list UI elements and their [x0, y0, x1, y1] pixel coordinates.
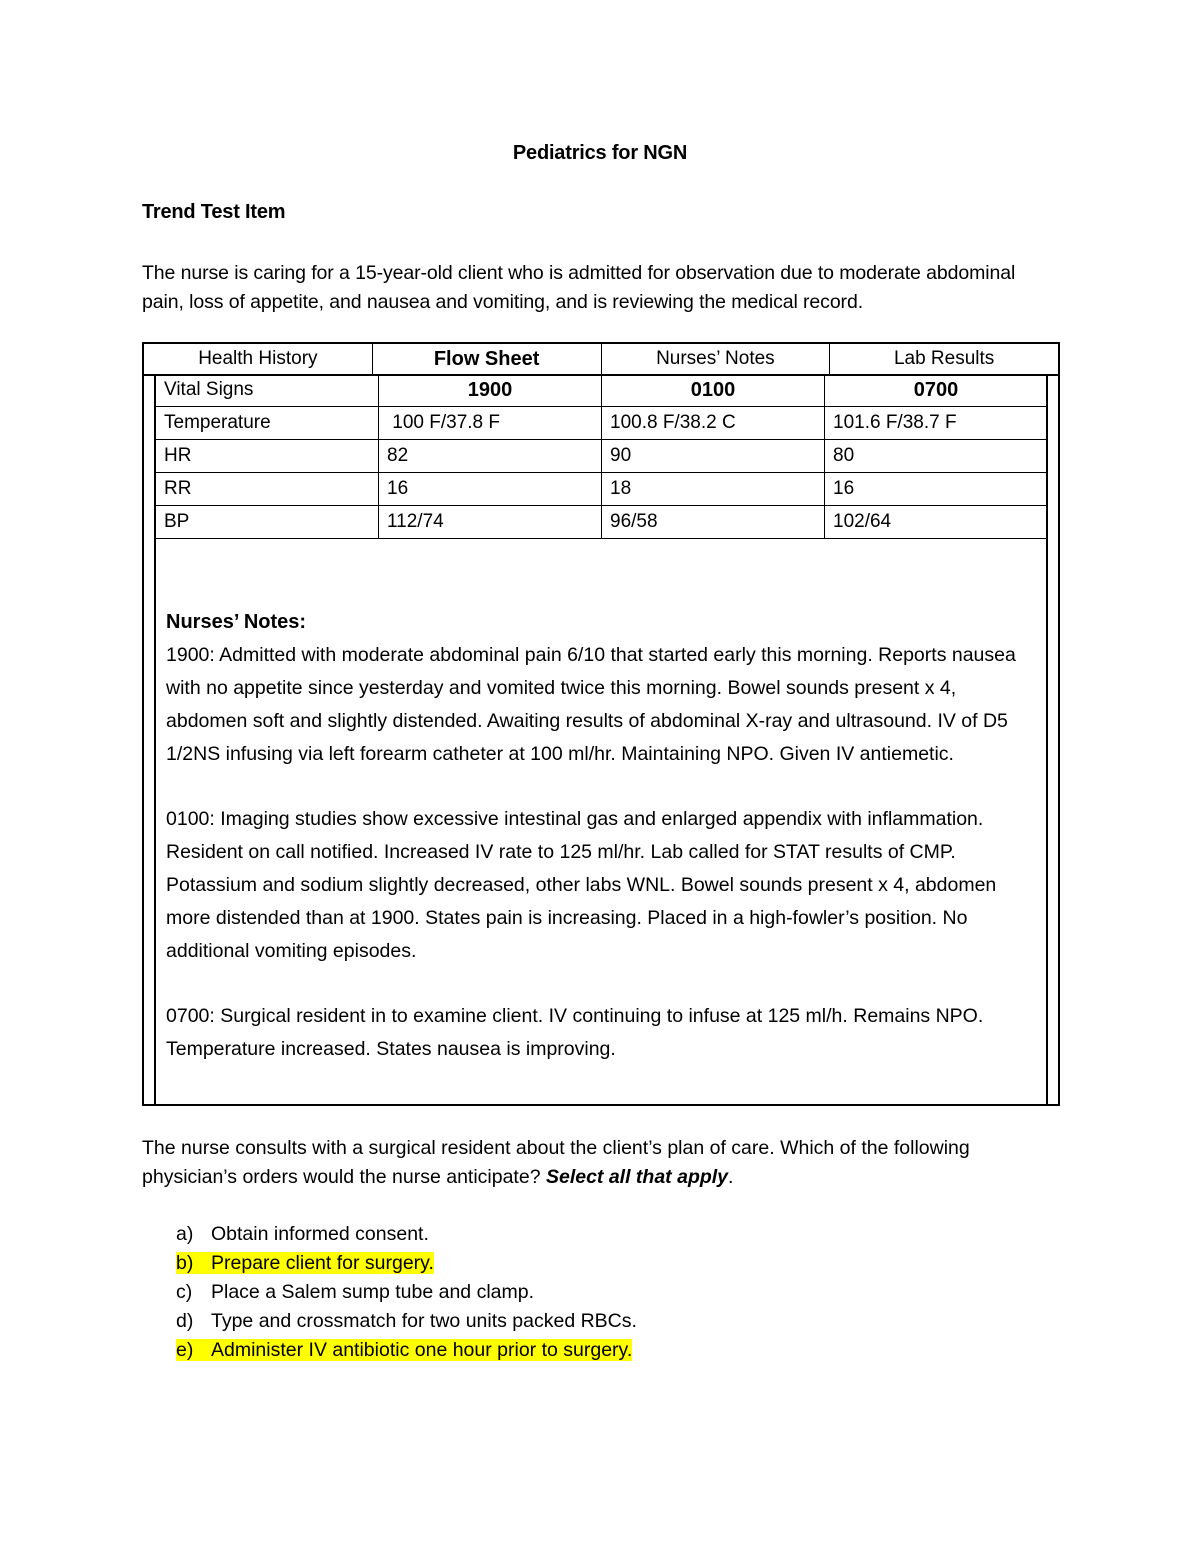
- table-cell: 112/74: [379, 506, 602, 539]
- option-highlight: [176, 1281, 534, 1303]
- option-letter: e): [176, 1339, 194, 1361]
- table-cell: 82: [379, 440, 602, 473]
- document-title: Pediatrics for NGN: [512, 142, 688, 164]
- header-cell-label: Vital Signs: [156, 374, 379, 407]
- nurses-notes: [166, 606, 1042, 1098]
- question-end: .: [728, 1166, 734, 1188]
- table-cell: 100 F/37.8 F: [379, 407, 602, 440]
- table-row: [156, 473, 1048, 506]
- table-cell: 16: [825, 473, 1048, 506]
- table-cell: 90: [602, 440, 825, 473]
- answer-option[interactable]: [176, 1249, 637, 1278]
- option-highlight: [176, 1252, 434, 1274]
- question-stem: [142, 1134, 1062, 1192]
- option-text: Type and crossmatch for two units packed RBCs.: [211, 1310, 637, 1332]
- table-header-row: [156, 374, 1048, 407]
- table-cell: BP: [156, 506, 379, 539]
- tab-health-history[interactable]: Health History: [144, 344, 373, 374]
- section-heading: Trend Test Item: [142, 201, 286, 223]
- answer-option[interactable]: [176, 1307, 637, 1336]
- table-cell: Temperature: [156, 407, 379, 440]
- option-letter: b): [176, 1252, 194, 1274]
- note-entry: 0700: Surgical resident in to examine client. IV continuing to infuse at 125 ml/h. Remains NPO. Temperature increased. States nausea is improving.: [166, 1005, 984, 1060]
- option-text: Obtain informed consent.: [211, 1223, 429, 1245]
- question-emphasis: Select all that apply: [545, 1166, 729, 1188]
- note-entry: 1900: Admitted with moderate abdominal pain 6/10 that started early this morning. Reports nausea with no appetite since yesterday and vomited twice this morning. Bowel sounds present x 4, abdomen soft and slightly distended. Awaiting results of abdominal X-ray and ultrasound. IV of D5 1/2NS infusing via left forearm catheter at 100 ml/hr. Maintaining NPO. Given IV antiemetic.: [166, 644, 1016, 765]
- table-cell: HR: [156, 440, 379, 473]
- option-letter: c): [176, 1281, 193, 1303]
- answer-option[interactable]: [176, 1278, 637, 1307]
- option-highlight: [176, 1339, 632, 1361]
- question-text: The nurse consults with a surgical resident about the client’s plan of care. Which of the following physician’s orders would the nurse anticipate?: [142, 1137, 970, 1188]
- table-cell: RR: [156, 473, 379, 506]
- notes-heading: Nurses’ Notes:: [166, 611, 307, 633]
- option-text: Prepare client for surgery.: [211, 1252, 434, 1274]
- table-row: [156, 440, 1048, 473]
- table-cell: 101.6 F/38.7 F: [825, 407, 1048, 440]
- header-cell-time: 1900: [379, 374, 602, 407]
- table-cell: 102/64: [825, 506, 1048, 539]
- note-entry: 0100: Imaging studies show excessive intestinal gas and enlarged appendix with inflammation. Resident on call notified. Increased IV rate to 125 ml/hr. Lab called for STAT results of CMP. Potassium and sodium slightly decreased, other labs WNL. Bowel sounds present x 4, abdomen more distended than at 1900. States pain is increasing. Placed in a high-fowler’s position. No additional vomiting episodes.: [166, 808, 997, 962]
- table-cell: 100.8 F/38.2 C: [602, 407, 825, 440]
- answer-options: [176, 1220, 637, 1365]
- option-letter: d): [176, 1310, 194, 1332]
- table-row: [156, 506, 1048, 539]
- header-cell-time: 0100: [602, 374, 825, 407]
- table-cell: 18: [602, 473, 825, 506]
- tab-flow-sheet[interactable]: Flow Sheet: [373, 344, 602, 374]
- header-cell-time: 0700: [825, 374, 1048, 407]
- answer-option[interactable]: [176, 1336, 637, 1365]
- record-content: [154, 374, 1048, 1104]
- record-tabs: [144, 344, 1058, 376]
- vital-signs-table: [155, 374, 1048, 539]
- table-cell: 16: [379, 473, 602, 506]
- tab-lab-results[interactable]: Lab Results: [893, 348, 995, 369]
- option-highlight: [176, 1223, 429, 1245]
- option-letter: a): [176, 1223, 194, 1245]
- tab-nurses-notes[interactable]: Nurses’ Notes: [602, 344, 831, 374]
- option-highlight: [176, 1310, 637, 1332]
- answer-option[interactable]: [176, 1220, 637, 1249]
- option-text: Place a Salem sump tube and clamp.: [211, 1281, 535, 1303]
- table-cell: 96/58: [602, 506, 825, 539]
- option-text: Administer IV antibiotic one hour prior to surgery.: [211, 1339, 633, 1361]
- medical-record: [142, 342, 1060, 1106]
- table-row: [156, 407, 1048, 440]
- scenario-intro: The nurse is caring for a 15-year-old client who is admitted for observation due to moderate abdominal pain, loss of appetite, and nausea and vomiting, and is reviewing the medical record.: [142, 262, 1016, 313]
- table-cell: 80: [825, 440, 1048, 473]
